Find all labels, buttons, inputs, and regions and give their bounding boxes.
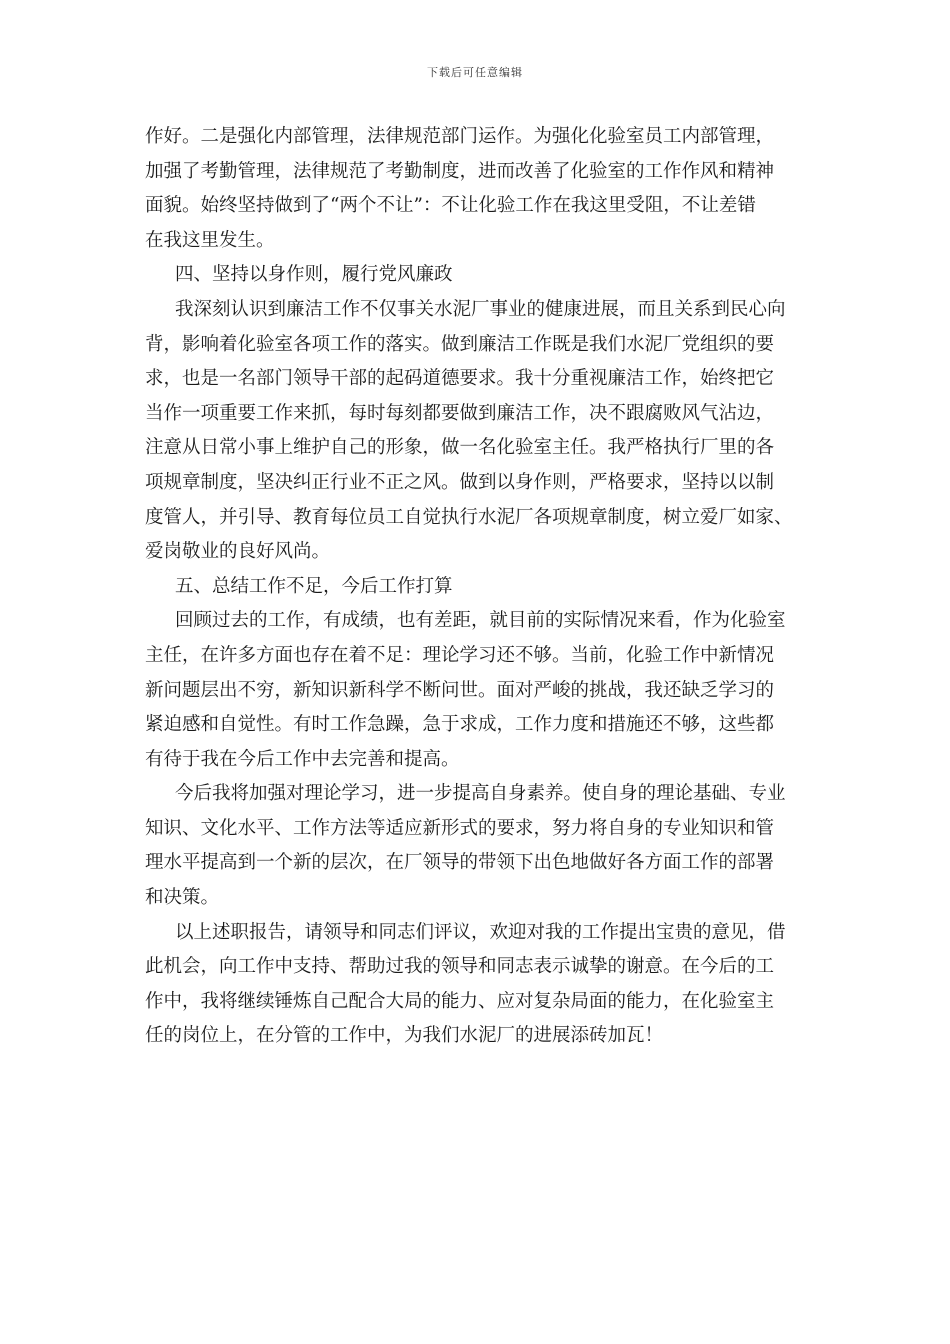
text-line: 理水平提高到一个新的层次，在厂领导的带领下出色地做好各方面工作的部署	[145, 852, 775, 874]
text-line: 新问题层出不穷，新知识新科学不断问世。面对严峻的挑战，我还缺乏学习的	[145, 679, 775, 701]
text-line: 任的岗位上，在分管的工作中，为我们水泥厂的进展添砖加瓦！	[145, 1025, 664, 1047]
text-line: 当作一项重要工作来抓，每时每刻都要做到廉洁工作，决不跟腐败风气沾边，	[145, 402, 775, 424]
text-line: 项规章制度，坚决纠正行业不正之风。做到以身作则，严格要求，坚持以以制	[145, 471, 775, 493]
text-line: 有待于我在今后工作中去完善和提高。	[145, 748, 460, 770]
text-line: 度管人，并引导、教育每位员工自觉执行水泥厂各项规章制度，树立爱厂如家、	[145, 506, 793, 528]
text-line: 注意从日常小事上维护自己的形象，做一名化验室主任。我严格执行厂里的各	[145, 437, 775, 459]
text-line: 今后我将加强对理论学习，进一步提高自身素养。使自身的理论基础、专业	[175, 783, 786, 805]
text-line: 在我这里发生。	[145, 229, 275, 251]
text-line: 四、坚持以身作则，履行党风廉政	[175, 264, 453, 286]
text-line: 求，也是一名部门领导干部的起码道德要求。我十分重视廉洁工作，始终把它	[145, 368, 775, 390]
text-line: 五、总结工作不足，今后工作打算	[175, 575, 453, 597]
text-line: 以上述职报告，请领导和同志们评议，欢迎对我的工作提出宝贵的意见，借	[175, 921, 786, 943]
text-line: 爱岗敬业的良好风尚。	[145, 541, 331, 563]
text-line: 背，影响着化验室各项工作的落实。做到廉洁工作既是我们水泥厂党组织的要	[145, 333, 775, 355]
page-header: 下载后可任意编辑	[427, 66, 523, 79]
text-line: 此机会，向工作中支持、帮助过我的领导和同志表示诚挚的谢意。在今后的工	[145, 956, 775, 978]
text-line: 和决策。	[145, 887, 220, 909]
text-line: 主任，在许多方面也存在着不足：理论学习还不够。当前，化验工作中新情况	[145, 644, 775, 666]
text-line: 我深刻认识到廉洁工作不仅事关水泥厂事业的健康进展，而且关系到民心向	[175, 298, 786, 320]
text-line: 面貌。始终坚持做到了“两个不让”：不让化验工作在我这里受阻，不让差错	[145, 195, 756, 217]
text-line: 作好。二是强化内部管理，法律规范部门运作。为强化化验室员工内部管理，	[145, 126, 775, 147]
text-line: 作中，我将继续锤炼自己配合大局的能力、应对复杂局面的能力，在化验室主	[145, 990, 775, 1012]
text-line: 加强了考勤管理，法律规范了考勤制度，进而改善了化验室的工作作风和精神	[145, 160, 775, 182]
text-line: 知识、文化水平、工作方法等适应新形式的要求，努力将自身的专业知识和管	[145, 817, 775, 839]
document-body	[145, 120, 810, 1054]
text-line: 紧迫感和自觉性。有时工作急躁，急于求成，工作力度和措施还不够，这些都	[145, 714, 775, 736]
text-line: 回顾过去的工作，有成绩，也有差距，就目前的实际情况来看，作为化验室	[175, 610, 786, 632]
